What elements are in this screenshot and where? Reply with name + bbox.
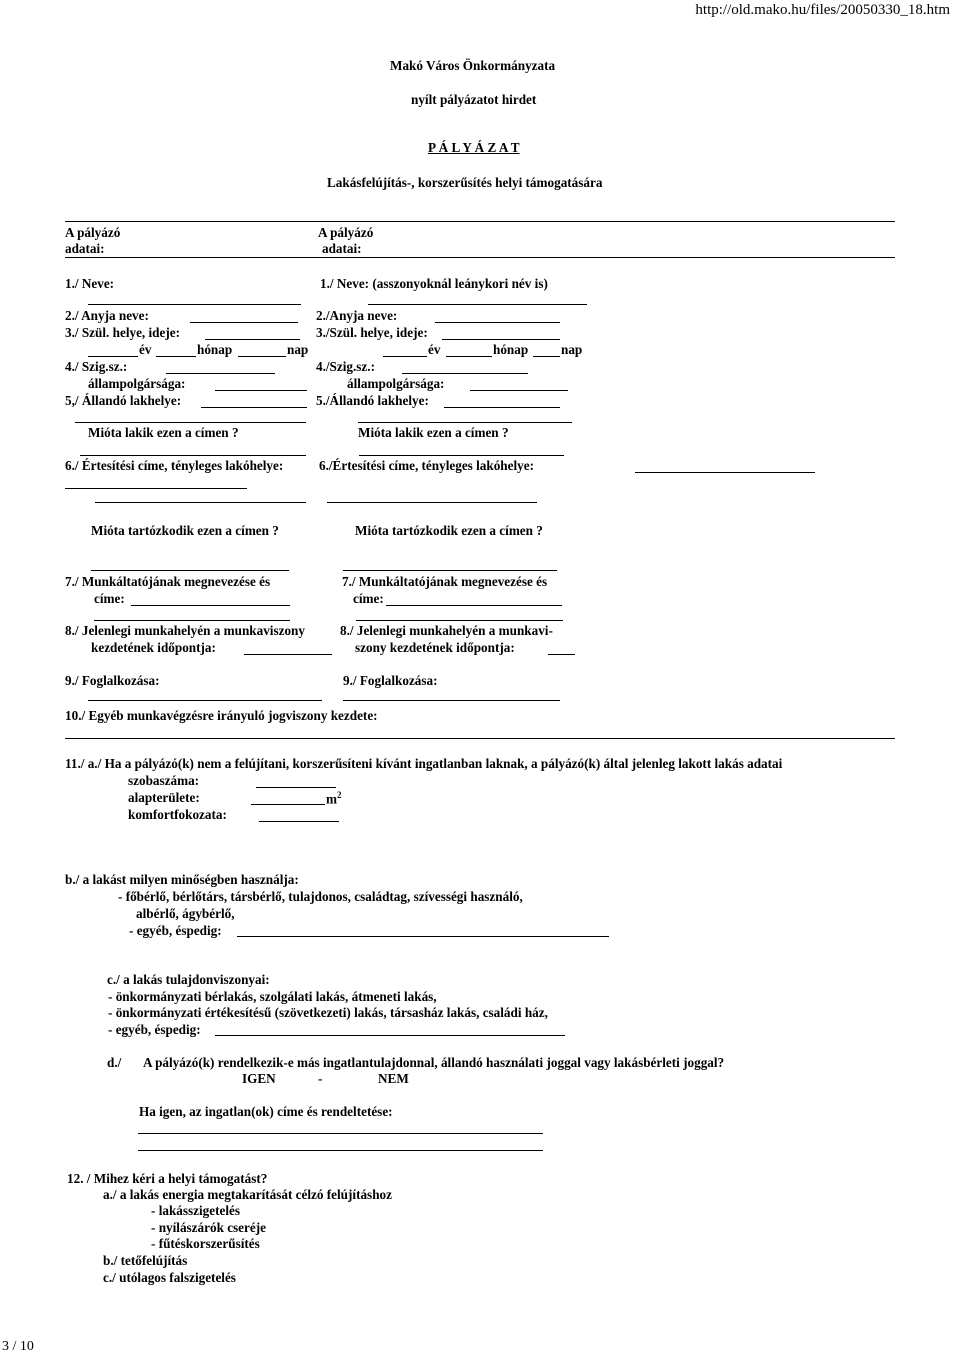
left-employer-line: [131, 605, 290, 606]
right-stay-line: [343, 570, 557, 571]
comfort-line: [259, 821, 339, 822]
q11-b-options-2: albérlő, ágybérlő,: [136, 906, 235, 921]
other-employment-label: 10./ Egyéb munkavégzésre irányuló jogviszony kezdete:: [65, 708, 378, 723]
floor-area-line: [251, 804, 325, 805]
page-number: 3 / 10: [2, 1339, 34, 1354]
q11-c-other: - egyéb, éspedig:: [108, 1022, 201, 1037]
right-occupation-label: 9./ Foglalkozása:: [343, 673, 438, 688]
rooms-label: szobaszáma:: [128, 773, 200, 788]
left-occupation-label: 9./ Foglalkozása:: [65, 673, 160, 688]
left-citizenship-line: [215, 390, 307, 391]
left-birth-line: [205, 339, 300, 340]
q12-a: a./ a lakás energia megtakarítását célzó felújításhoz: [103, 1187, 392, 1202]
divider: [65, 257, 895, 258]
right-workstart-date: szony kezdetének időpontja:: [355, 640, 515, 655]
floor-area-label: alapterülete:: [128, 790, 200, 805]
q11-d: A pályázó(k) rendelkezik-e más ingatlantulajdonnal, állandó használati joggal vagy lakásbérleti joggal?: [143, 1055, 725, 1070]
right-address-label: 5./Állandó lakhelye:: [316, 393, 429, 408]
right-notify-label: 6./Értesítési címe, tényleges lakóhelye:: [319, 458, 534, 473]
right-since-line: [359, 455, 564, 456]
day-line: [533, 356, 560, 357]
right-address-line: [444, 407, 560, 408]
comfort-label: komfortfokozata:: [128, 807, 227, 822]
left-notify-line-2: [95, 502, 306, 503]
left-mother-label: 2./ Anyja neve:: [65, 308, 149, 323]
left-month: hónap: [197, 342, 233, 357]
left-name-line: [88, 304, 301, 305]
left-birth-label: 3./ Szül. helye, ideje:: [65, 325, 181, 340]
left-address-label: 5,/ Állandó lakhelye:: [65, 393, 182, 408]
day-line: [238, 356, 286, 357]
right-employer-line: [386, 605, 562, 606]
q12-title: 12. / Mihez kéri a helyi támogatást?: [67, 1171, 268, 1186]
left-workstart-label: 8./ Jelenlegi munkahelyén a munkaviszony: [65, 623, 305, 638]
left-workstart-date: kezdetének időpontja:: [91, 640, 216, 655]
right-employer-label: 7./ Munkáltatójának megnevezése és: [342, 574, 548, 589]
left-since-label: Mióta lakik ezen a címen ?: [88, 425, 239, 440]
left-notify-label: 6./ Értesítési címe, tényleges lakóhelye:: [65, 458, 284, 473]
month-line: [446, 356, 492, 357]
floor-area-unit: $m^2$: [326, 790, 342, 807]
year-line: [383, 356, 427, 357]
right-citizenship-line: [470, 390, 568, 391]
q12-a-2: - nyílászárók cseréje: [151, 1220, 266, 1235]
right-birth-label: 3./Szül. helye, ideje:: [316, 325, 428, 340]
left-name-label: 1./ Neve:: [65, 276, 115, 291]
q12-b: b./ tetőfelújítás: [103, 1253, 188, 1268]
left-header-1: A pályázó: [65, 225, 121, 240]
q11-b-other-line: [237, 936, 609, 937]
right-mother-line: [435, 322, 560, 323]
left-day: nap: [287, 342, 309, 357]
right-birth-line: [442, 339, 560, 340]
right-header-2: adatai:: [322, 241, 362, 256]
q12-a-3: - fűtéskorszerűsítés: [151, 1236, 260, 1251]
right-stay-label: Mióta tartózkodik ezen a címen ?: [355, 523, 543, 538]
left-mother-line: [190, 322, 298, 323]
left-address-line-2: [75, 422, 306, 423]
right-month: hónap: [493, 342, 529, 357]
right-name-line: [368, 304, 587, 305]
q12-c: c./ utólagos falszigetelés: [103, 1270, 236, 1285]
right-notify-line: [635, 472, 815, 473]
year-line: [88, 356, 138, 357]
q11-if-yes-line-2: [138, 1150, 543, 1151]
right-employer-line-2: [356, 620, 563, 621]
right-occupation-line: [343, 700, 560, 701]
right-address-line-2: [358, 422, 572, 423]
month-line: [156, 356, 196, 357]
q11-c-other-line: [215, 1035, 565, 1036]
right-year: év: [428, 342, 441, 357]
q11-a: 11./ a./ Ha a pályázó(k) nem a felújítani, korszerűsíteni kívánt ingatlanban laknak, a pályázó(k) által jelenleg lakott lakás adatai: [65, 756, 783, 771]
left-employer-label: 7./ Munkáltatójának megnevezése és: [65, 574, 271, 589]
left-notify-line: [65, 488, 247, 489]
subject: Lakásfelújítás-, korszerűsítés helyi támogatására: [327, 175, 603, 190]
left-citizenship-label: állampolgársága:: [88, 376, 186, 391]
left-header-2: adatai:: [65, 241, 105, 256]
left-since-line: [80, 455, 306, 456]
right-name-label: 1./ Neve: (asszonyoknál leánykori név is): [320, 276, 548, 291]
q11-c: c./ a lakás tulajdonviszonyai:: [107, 972, 270, 987]
answer-dash: -: [318, 1071, 323, 1086]
right-notify-line-2: [327, 502, 537, 503]
left-stay-line: [91, 570, 289, 571]
q11-if-yes-line-1: [138, 1133, 543, 1134]
answer-yes: IGEN: [242, 1071, 276, 1086]
q11-b-options-1: - főbérlő, bérlőtárs, társbérlő, tulajdonos, családtag, szívességi használó,: [118, 889, 523, 904]
document-title: P Á L Y Á Z A T: [428, 140, 520, 155]
q11-b-other: - egyéb, éspedig:: [129, 923, 222, 938]
divider: [65, 738, 895, 739]
org-name: Makó Város Önkormányzata: [390, 58, 556, 73]
rooms-line: [256, 787, 336, 788]
right-employer-address: címe:: [353, 591, 384, 606]
left-employer-line-2: [94, 620, 290, 621]
page-url: http://old.mako.hu/files/20050330_18.htm: [695, 2, 950, 18]
right-workstart-label: 8./ Jelenlegi munkahelyén a munkavi-: [340, 623, 553, 638]
left-id-line: [166, 373, 275, 374]
right-workstart-line: [548, 654, 575, 655]
q11-c-option-1: - önkormányzati bérlakás, szolgálati lakás, átmeneti lakás,: [108, 989, 437, 1004]
q11-b: b./ a lakást milyen minőségben használja:: [65, 872, 299, 887]
right-header-1: A pályázó: [318, 225, 374, 240]
left-id-label: 4./ Szig.sz.:: [65, 359, 128, 374]
q12-a-1: - lakásszigetelés: [151, 1203, 240, 1218]
q11-d-label: d./: [107, 1055, 122, 1070]
left-address-line: [201, 407, 307, 408]
divider: [65, 221, 895, 222]
q11-if-yes: Ha igen, az ingatlan(ok) címe és rendeltetése:: [139, 1104, 393, 1119]
q11-c-option-2: - önkormányzati értékesítésű (szövetkezeti) lakás, társasház lakás, családi ház,: [108, 1005, 548, 1020]
right-mother-label: 2./Anyja neve:: [316, 308, 398, 323]
right-since-label: Mióta lakik ezen a címen ?: [358, 425, 509, 440]
left-stay-label: Mióta tartózkodik ezen a címen ?: [91, 523, 279, 538]
right-day: nap: [561, 342, 583, 357]
left-year: év: [139, 342, 152, 357]
announce: nyílt pályázatot hirdet: [411, 92, 537, 107]
right-citizenship-label: állampolgársága:: [347, 376, 445, 391]
left-employer-address: címe:: [94, 591, 125, 606]
right-id-label: 4./Szig.sz.:: [316, 359, 375, 374]
right-id-line: [402, 373, 528, 374]
left-workstart-line: [244, 654, 332, 655]
answer-no: NEM: [378, 1071, 409, 1086]
left-occupation-line: [88, 700, 322, 701]
